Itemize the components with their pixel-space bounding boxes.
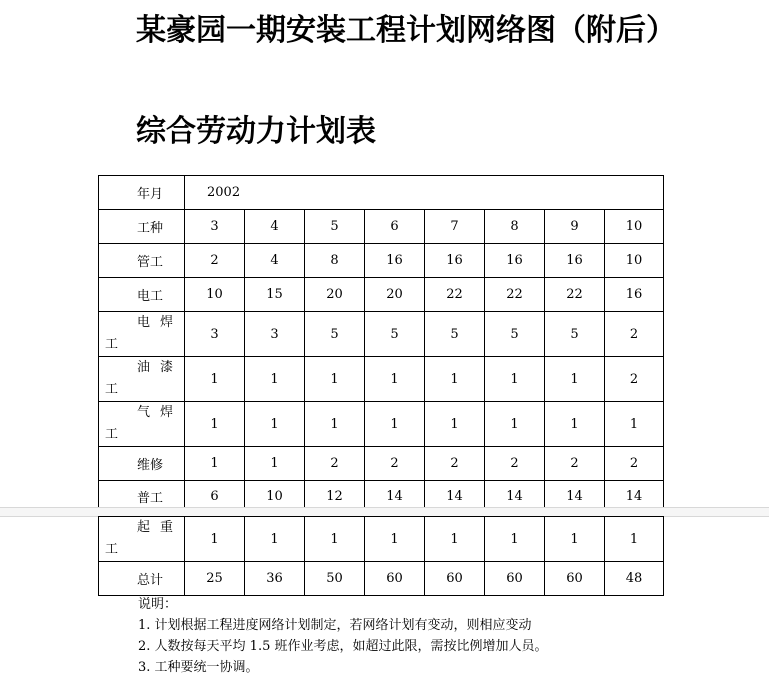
table-row <box>99 244 664 278</box>
value-cell: 1 <box>425 517 485 562</box>
value-cell: 16 <box>485 244 545 278</box>
value-cell: 16 <box>425 244 485 278</box>
value-cell: 1 <box>185 447 245 481</box>
month-cell: 8 <box>485 210 545 244</box>
row-label: 维修 <box>99 447 185 481</box>
value-cell: 1 <box>245 402 305 447</box>
value-cell: 2 <box>305 447 365 481</box>
value-cell: 60 <box>365 562 425 596</box>
value-cell: 1 <box>425 357 485 402</box>
value-cell: 22 <box>425 278 485 312</box>
value-cell: 25 <box>185 562 245 596</box>
value-cell: 2 <box>425 447 485 481</box>
value-cell: 1 <box>485 517 545 562</box>
value-cell: 20 <box>305 278 365 312</box>
value-cell: 14 <box>605 481 664 513</box>
month-cell: 3 <box>185 210 245 244</box>
note-item: 2. 人数按每天平均 1.5 班作业考虑，如超过此限，需按比例增加人员。 <box>138 639 548 654</box>
value-cell: 1 <box>365 517 425 562</box>
year-value: 2002 <box>185 176 664 210</box>
value-cell: 1 <box>245 517 305 562</box>
value-cell: 1 <box>245 357 305 402</box>
value-cell: 2 <box>485 447 545 481</box>
value-cell: 2 <box>605 357 664 402</box>
value-cell: 1 <box>485 357 545 402</box>
document-title: 某豪园一期安装工程计划网络图（附后） <box>136 13 676 48</box>
table-row <box>99 447 664 481</box>
value-cell: 16 <box>365 244 425 278</box>
value-cell: 14 <box>545 481 605 513</box>
note-item: 1. 计划根据工程进度网络计划制定，若网络计划有变动，则相应变动 <box>138 618 532 633</box>
value-cell: 2 <box>185 244 245 278</box>
value-cell: 36 <box>245 562 305 596</box>
value-cell: 2 <box>545 447 605 481</box>
value-cell: 50 <box>305 562 365 596</box>
month-cell: 10 <box>605 210 664 244</box>
table-row <box>99 357 664 402</box>
value-cell: 16 <box>545 244 605 278</box>
value-cell: 10 <box>605 244 664 278</box>
value-cell: 1 <box>185 517 245 562</box>
value-cell: 1 <box>245 447 305 481</box>
value-cell: 20 <box>365 278 425 312</box>
row-label-line2: 工 <box>105 337 119 352</box>
value-cell: 12 <box>305 481 365 513</box>
value-cell: 5 <box>365 312 425 357</box>
row-label <box>99 402 185 447</box>
value-cell: 60 <box>425 562 485 596</box>
value-cell: 5 <box>545 312 605 357</box>
value-cell: 5 <box>425 312 485 357</box>
value-cell: 1 <box>185 357 245 402</box>
value-cell: 10 <box>185 278 245 312</box>
month-cell: 7 <box>425 210 485 244</box>
row-label-line2: 工 <box>105 382 119 397</box>
type-label: 工种 <box>99 210 185 244</box>
value-cell: 5 <box>305 312 365 357</box>
value-cell: 1 <box>485 402 545 447</box>
row-label: 电工 <box>99 278 185 312</box>
value-cell: 1 <box>545 357 605 402</box>
row-label <box>99 517 185 562</box>
labor-plan-table <box>98 175 664 513</box>
month-cell: 6 <box>365 210 425 244</box>
row-label-line2: 工 <box>105 427 119 442</box>
row-label: 普工 <box>99 481 185 513</box>
value-cell: 3 <box>245 312 305 357</box>
value-cell: 1 <box>365 357 425 402</box>
table-row <box>99 517 664 562</box>
value-cell: 1 <box>365 402 425 447</box>
value-cell: 2 <box>605 447 664 481</box>
row-label: 管工 <box>99 244 185 278</box>
table-row <box>99 278 664 312</box>
row-label: 总计 <box>99 562 185 596</box>
value-cell: 48 <box>605 562 664 596</box>
note-item: 3. 工种要统一协调。 <box>138 660 259 675</box>
value-cell: 1 <box>605 517 664 562</box>
month-row <box>99 210 664 244</box>
table-row <box>99 312 664 357</box>
month-cell: 5 <box>305 210 365 244</box>
value-cell: 60 <box>545 562 605 596</box>
value-cell: 2 <box>365 447 425 481</box>
table-title: 综合劳动力计划表 <box>136 114 376 149</box>
value-cell: 3 <box>185 312 245 357</box>
value-cell: 1 <box>185 402 245 447</box>
value-cell: 1 <box>425 402 485 447</box>
value-cell: 8 <box>305 244 365 278</box>
value-cell: 16 <box>605 278 664 312</box>
value-cell: 15 <box>245 278 305 312</box>
row-label-line1: 油漆 <box>137 360 184 375</box>
table-row <box>99 402 664 447</box>
value-cell: 1 <box>605 402 664 447</box>
value-cell: 1 <box>545 402 605 447</box>
table-row <box>99 562 664 596</box>
notes-heading: 说明： <box>138 597 178 612</box>
value-cell: 6 <box>185 481 245 513</box>
row-label <box>99 312 185 357</box>
notes <box>138 594 547 678</box>
value-cell: 14 <box>425 481 485 513</box>
row-label-line1: 起重 <box>137 520 184 535</box>
row-label <box>99 357 185 402</box>
value-cell: 1 <box>305 517 365 562</box>
value-cell: 2 <box>605 312 664 357</box>
row-label-line1: 气焊 <box>137 405 184 420</box>
year-row <box>99 176 664 210</box>
value-cell: 1 <box>305 357 365 402</box>
value-cell: 5 <box>485 312 545 357</box>
month-cell: 4 <box>245 210 305 244</box>
value-cell: 1 <box>305 402 365 447</box>
year-label: 年月 <box>99 176 185 210</box>
value-cell: 60 <box>485 562 545 596</box>
value-cell: 14 <box>485 481 545 513</box>
row-label-line2: 工 <box>105 542 119 557</box>
value-cell: 1 <box>545 517 605 562</box>
labor-plan-table-continued <box>98 516 664 596</box>
value-cell: 4 <box>245 244 305 278</box>
value-cell: 22 <box>485 278 545 312</box>
value-cell: 10 <box>245 481 305 513</box>
value-cell: 22 <box>545 278 605 312</box>
row-label-line1: 电焊 <box>137 315 184 330</box>
value-cell: 14 <box>365 481 425 513</box>
month-cell: 9 <box>545 210 605 244</box>
